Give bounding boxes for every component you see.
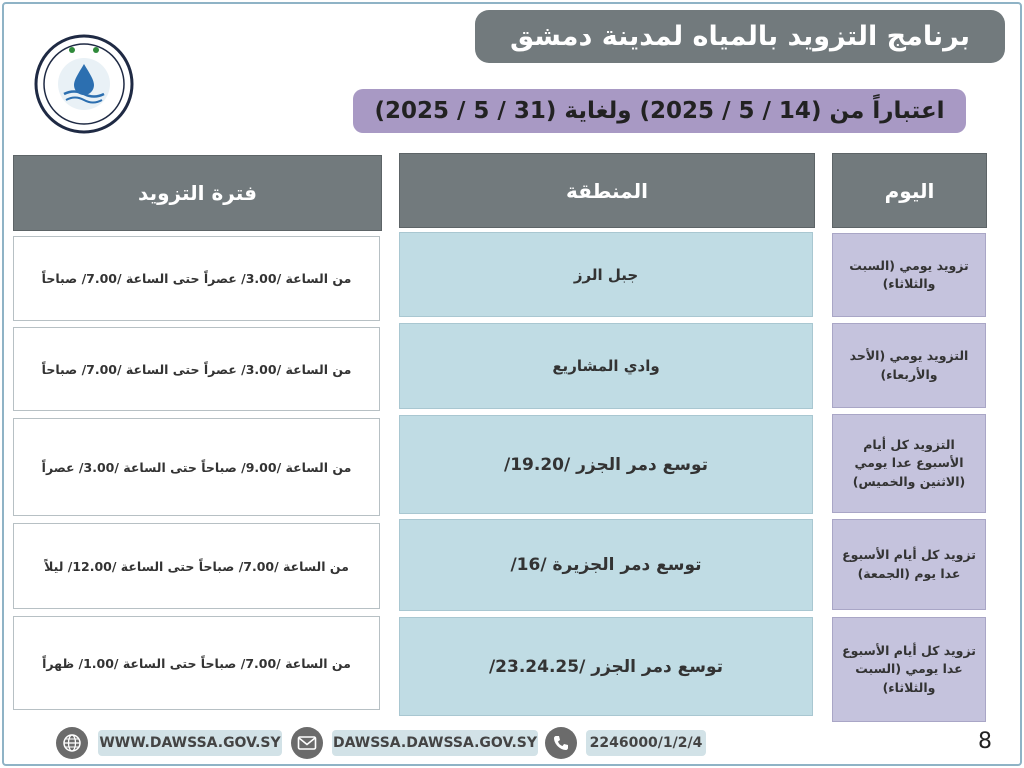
website-link[interactable]: WWW.DAWSSA.GOV.SY xyxy=(98,730,282,756)
column-header-day: اليوم xyxy=(832,153,987,228)
table-row-3-day: التزويد كل أيام الأسبوع عدا يومي (الاثنين والخميس) xyxy=(832,414,986,513)
phone-icon xyxy=(545,727,577,759)
table-row-3-period: من الساعة /9.00/ صباحاً حتى الساعة /3.00/ عصراً xyxy=(13,418,380,516)
table-row-2-area: وادي المشاريع xyxy=(399,323,813,409)
page-number: 8 xyxy=(978,729,992,754)
table-row-1-period: من الساعة /3.00/ عصراً حتى الساعة /7.00/ صباحاً xyxy=(13,236,380,321)
globe-icon xyxy=(56,727,88,759)
column-header-period: فترة التزويد xyxy=(13,155,382,231)
table-row-2-period: من الساعة /3.00/ عصراً حتى الساعة /7.00/ صباحاً xyxy=(13,327,380,411)
table-row-5-area: توسع دمر الجزر /23.24.25/ xyxy=(399,617,813,716)
column-header-area: المنطقة xyxy=(399,153,815,228)
phone-number[interactable]: 2246000/1/2/4 xyxy=(586,730,706,756)
table-row-1-day: تزويد يومي (السبت والثلاثاء) xyxy=(832,233,986,317)
page-title: برنامج التزويد بالمياه لمدينة دمشق xyxy=(475,10,1005,63)
table-row-4-day: تزويد كل أيام الأسبوع عدا يوم (الجمعة) xyxy=(832,519,986,610)
table-row-4-period: من الساعة /7.00/ صباحاً حتى الساعة /12.00/ ليلاً xyxy=(13,523,380,609)
table-row-2-day: التزويد يومي (الأحد والأربعاء) xyxy=(832,323,986,408)
organization-logo xyxy=(34,34,134,134)
table-row-5-period: من الساعة /7.00/ صباحاً حتى الساعة /1.00/ ظهراً xyxy=(13,616,380,710)
mail-icon xyxy=(291,727,323,759)
date-range-subtitle: اعتباراً من (14 / 5 / 2025) ولغاية (31 / 5 / 2025) xyxy=(353,89,966,133)
table-row-3-area: توسع دمر الجزر /19.20/ xyxy=(399,415,813,514)
table-row-4-area: توسع دمر الجزيرة /16/ xyxy=(399,519,813,611)
email-link[interactable]: DAWSSA.DAWSSA.GOV.SY xyxy=(332,730,538,756)
table-row-1-area: جبل الرز xyxy=(399,232,813,317)
table-row-5-day: تزويد كل أيام الأسبوع عدا يومي (السبت والثلاثاء) xyxy=(832,617,986,722)
